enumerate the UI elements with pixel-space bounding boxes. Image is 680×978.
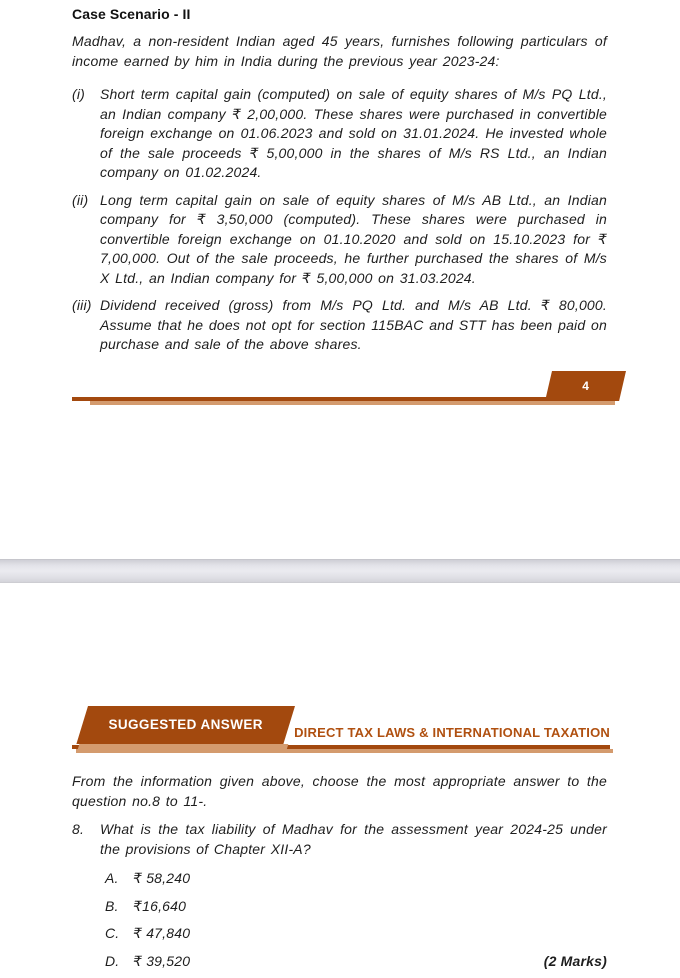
case-scenario-section [0,0,680,355]
list-marker: (i) [72,86,86,102]
option-label: A. [105,870,119,886]
list-item-text: Short term capital gain (computed) on sale of equity shares of M/s PQ Ltd., an Indian company ₹ 2,00,000. These shares were purchased in convertible foreign exchange on 01.06.2023 and sold on 31.01.2024. He invested whole of the sale proceeds ₹ 5,00,000 in the shares of M/s RS Ltd., an Indian company on 01.02.2024. [100,86,607,180]
list-item-text: Dividend received (gross) from M/s PQ Ltd. and M/s AB Ltd. ₹ 80,000. Assume that he does not opt for section 115BAC and STT has been paid on purchase and sale of the above shares. [100,297,607,352]
option-label: B. [105,897,119,914]
page-number: 4 [582,379,589,393]
suggested-answer-label: SUGGESTED ANSWER [108,717,263,732]
option-label: D. [105,952,120,969]
list-item-text: Long term capital gain on sale of equity shares of M/s AB Ltd., an Indian company for ₹ 3,50,000 (computed). These shares were purchased in convertible foreign exchange on 01.10.2020 and sold on 15.10.2023 for ₹ 7,00,000. Out of the sale proceeds, he further purchased the shares of M/s X Ltd., an Indian company for ₹ 5,00,000 on 31.03.2024. [100,191,607,286]
header-rule-light [76,749,613,753]
list-item-iii [72,296,607,355]
page-footer [72,371,610,407]
page-2 [0,583,680,976]
option-value: ₹ 58,240 [133,870,191,886]
list-item-i [72,85,607,183]
question-text: What is the tax liability of Madhav for the assessment year 2024-25 under the provisions of Chapter XII-A? [100,821,607,857]
option-c [72,923,607,943]
option-a [72,868,607,888]
option-value: ₹16,640 [133,897,187,914]
option-value: ₹ 47,840 [133,925,191,941]
option-b [72,896,607,916]
footer-rule-light [90,401,615,405]
question-8 [72,820,607,859]
question-number: 8. [72,821,85,837]
options-list [72,868,607,978]
option-value: ₹ 39,520 [133,952,191,969]
answer-intro-paragraph: From the information given above, choose the most appropriate answer to the question no.8 to 11-. [72,773,607,809]
option-d [72,951,607,971]
suggested-answer-banner [76,706,295,744]
case-intro-paragraph: Madhav, a non-resident Indian aged 45 years, furnishes following particulars of income earned by him in India during the previous year 2023-24: [72,33,607,69]
list-marker: (ii) [72,191,89,208]
list-item-ii [72,191,607,289]
case-scenario-heading: Case Scenario - II [72,6,191,22]
list-marker: (iii) [72,297,92,313]
option-label: C. [105,925,120,941]
document-title: DIRECT TAX LAWS & INTERNATIONAL TAXATION [294,725,610,740]
marks-label: (2 Marks) [543,952,607,969]
page-gap [0,559,680,583]
page-number-badge [545,371,626,401]
